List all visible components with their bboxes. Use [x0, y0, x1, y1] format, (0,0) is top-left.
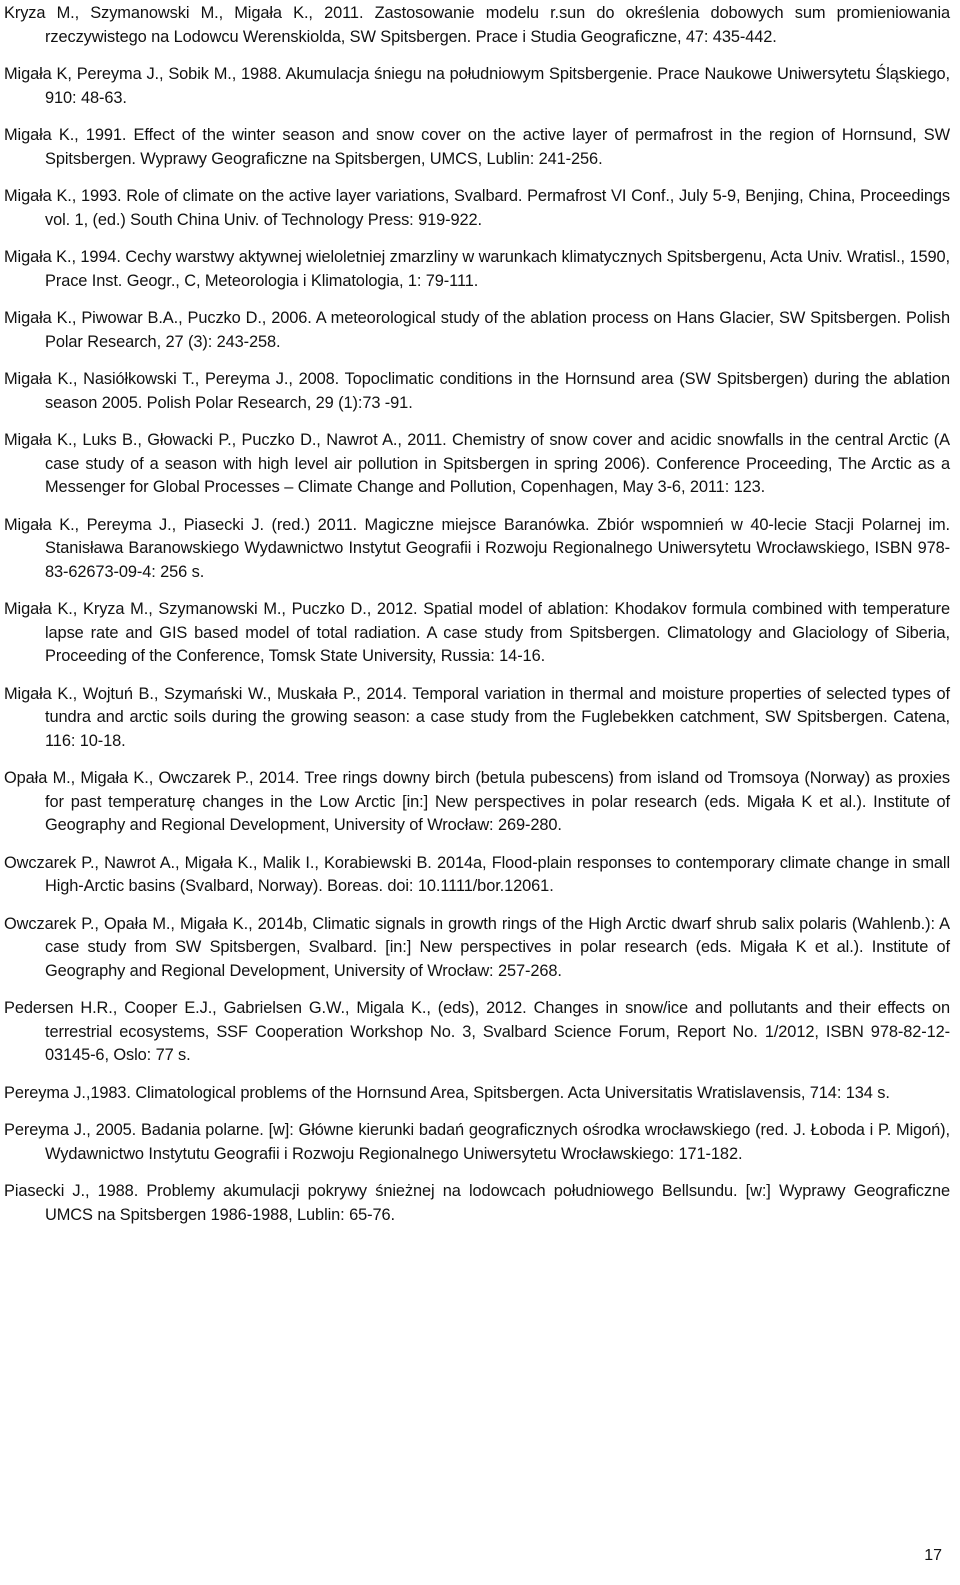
reference-entry: Migała K., Piwowar B.A., Puczko D., 2006. A meteorological study of the ablation process on Hans Glacier, SW Spitsbergen. Polish Polar Research, 27 (3): 243-258. [4, 309, 950, 351]
reference-entry: Migała K., 1993. Role of climate on the active layer variations, Svalbard. Permafrost VI Conf., July 5-9, Benjing, China, Proceedings vol. 1, (ed.) South China Univ. of Technology Press: 919-922. [4, 187, 950, 229]
reference-entry: Piasecki J., 1988. Problemy akumulacji pokrywy śnieżnej na lodowcach południowego Bellsundu. [w:] Wyprawy Geograficzne UMCS na Spitsbergen 1986-1988, Lublin: 65-76. [4, 1182, 950, 1224]
reference-entry: Kryza M., Szymanowski M., Migała K., 2011. Zastosowanie modelu r.sun do określenia dobowych sum promieniowania rzeczywistego na Lodowcu Werenskiolda, SW Spitsbergen. Prace i Studia Geograficzne, 47: 435-442. [4, 4, 950, 46]
reference-entry: Pereyma J.,1983. Climatological problems of the Hornsund Area, Spitsbergen. Acta Universitatis Wratislavensis, 714: 134 s. [4, 1083, 890, 1102]
reference-entry: Opała M., Migała K., Owczarek P., 2014. Tree rings downy birch (betula pubescens) from island od Tromsoya (Norway) as proxies for past temperaturę changes in the Low Arctic [in:] New perspectives in polar research (eds. Migała K et al.). Institute of Geography and Regional Development, University of Wrocław: 269-280. [4, 769, 950, 834]
reference-entry: Pereyma J., 2005. Badania polarne. [w]: Główne kierunki badań geograficznych ośrodka wrocławskiego (red. J. Łoboda i P. Migoń), Wydawnictwo Instytutu Geografii i Rozwoju Regionalnego Uniwersytetu Wrocławskiego: 171-182. [4, 1121, 950, 1163]
reference-entry: Migała K., Pereyma J., Piasecki J. (red.) 2011. Magiczne miejsce Baranówka. Zbiór wspomnień w 40-lecie Stacji Polarnej im. Stanisława Baranowskiego Wydawnictwo Instytut Geografii i Rozwoju Regionalnego Uniwersytetu Wrocławskiego, ISBN 978-83-62673-09-4: 256 s. [4, 515, 950, 581]
reference-entry: Migała K., Luks B., Głowacki P., Puczko D., Nawrot A., 2011. Chemistry of snow cover and acidic snowfalls in the central Arctic (A case study of a season with high level air pollution in Spitsbergen in spring 2006). Conference Proceeding, The Arctic as a Messenger for Global Processes – Climate Change and Pollution, Copenhagen, May 3-6, 2011: 123. [4, 431, 950, 496]
reference-entry: Migała K, Pereyma J., Sobik M., 1988. Akumulacja śniegu na południowym Spitsbergenie. Prace Naukowe Uniwersytetu Śląskiego, 910: 48-63. [4, 65, 950, 107]
reference-entry: Migała K., Wojtuń B., Szymański W., Muskała P., 2014. Temporal variation in thermal and moisture properties of selected types of tundra and arctic soils during the growing season: a case study from the Fuglebekken catchment, SW Spitsbergen. Catena, 116: 10-18. [4, 684, 950, 750]
page-number: 17 [924, 1547, 942, 1564]
reference-entry: Owczarek P., Opała M., Migała K., 2014b, Climatic signals in growth rings of the High Arctic dwarf shrub salix polaris (Wahlenb.): A case study from SW Spitsbergen, Svalbard. [in:] New perspectives in polar research (eds. Migała K et al.). Institute of Geography and Regional Development, University of Wrocław: 257-268. [4, 914, 950, 980]
reference-list [4, 2, 950, 1241]
reference-entry: Migała K., Nasiółkowski T., Pereyma J., 2008. Topoclimatic conditions in the Hornsund area (SW Spitsbergen) during the ablation season 2005. Polish Polar Research, 29 (1):73 -91. [4, 370, 950, 412]
reference-entry: Migała K., 1994. Cechy warstwy aktywnej wieloletniej zmarzliny w warunkach klimatycznych Spitsbergenu, Acta Univ. Wratisl., 1590, Prace Inst. Geogr., C, Meteorologia i Klimatologia, 1: 79-111. [4, 248, 950, 290]
reference-entry: Owczarek P., Nawrot A., Migała K., Malik I., Korabiewski B. 2014a, Flood-plain responses to contemporary climate change in small High-Arctic basins (Svalbard, Norway). Boreas. doi: 10.1111/bor.12061. [4, 853, 950, 895]
reference-entry: Migała K., Kryza M., Szymanowski M., Puczko D., 2012. Spatial model of ablation: Khodakov formula combined with temperature lapse rate and GIS based model of total radiation. A case study from Spitsbergen. Climatology and Glaciology of Siberia, Proceeding of the Conference, Tomsk State University, Russia: 14-16. [4, 600, 950, 665]
reference-entry: Pedersen H.R., Cooper E.J., Gabrielsen G.W., Migala K., (eds), 2012. Changes in snow/ice and pollutants and their effects on terrestrial ecosystems, SSF Cooperation Workshop No. 3, Svalbard Science Forum, Report No. 1/2012, ISBN 978-82-12-03145-6, Oslo: 77 s. [4, 999, 950, 1064]
reference-entry: Migała K., 1991. Effect of the winter season and snow cover on the active layer of permafrost in the region of Hornsund, SW Spitsbergen. Wyprawy Geograficzne na Spitsbergen, UMCS, Lublin: 241-256. [4, 126, 950, 168]
